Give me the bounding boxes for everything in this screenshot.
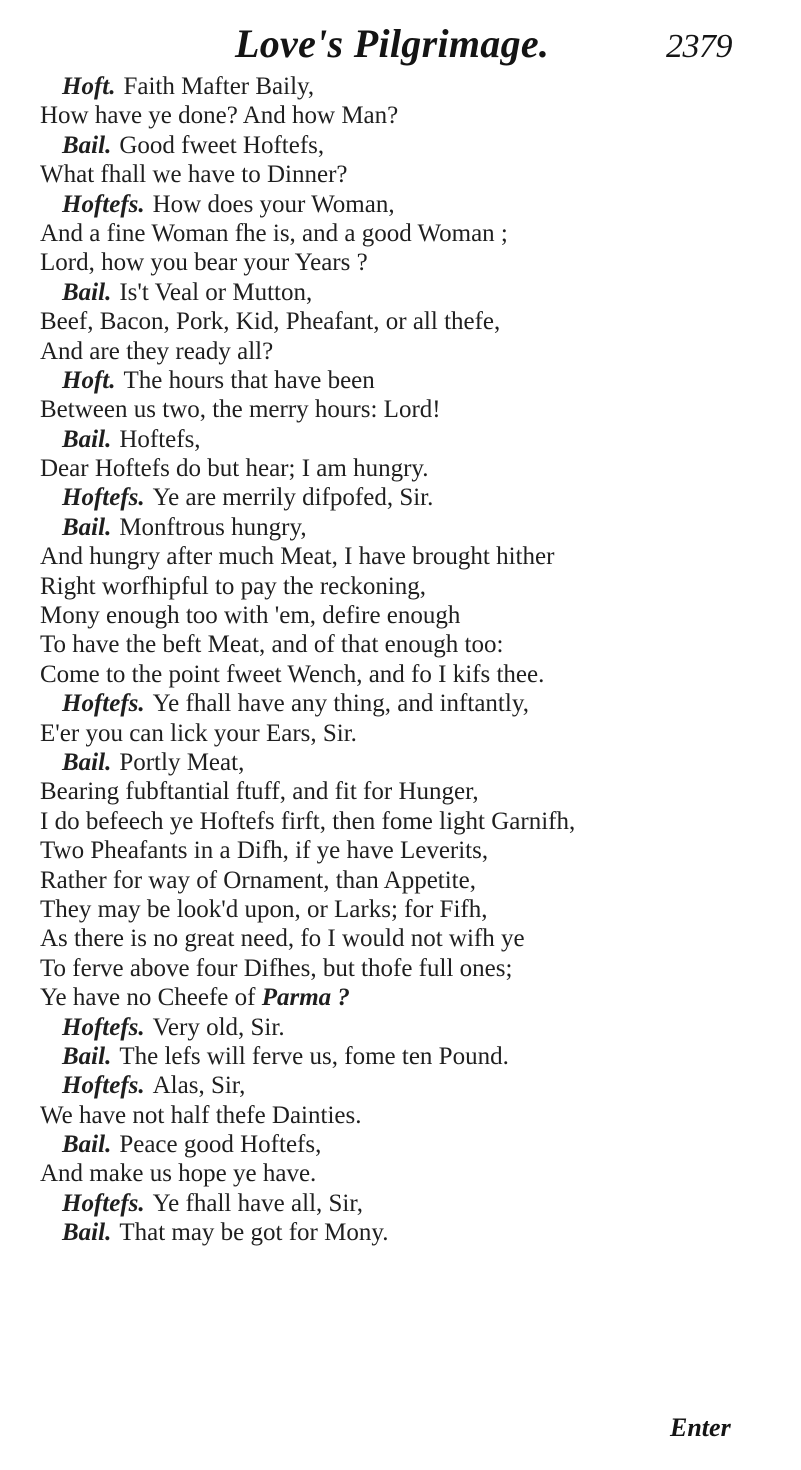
line-text: Peace good Hoftefs,	[119, 1131, 322, 1159]
line-text: Come to the point fweet Wench, and fo I kifs thee.	[40, 660, 545, 688]
speaker-name: Hoftefs.	[62, 190, 145, 218]
text-line	[40, 1189, 795, 1218]
line-text: And a fine Woman fhe is, and a good Woman ;	[40, 219, 508, 247]
speaker-name: Bail.	[62, 425, 112, 453]
text-line	[40, 1013, 795, 1042]
line-text: The hours that have been	[123, 366, 375, 394]
line-text: Ye are merrily difpofed, Sir.	[152, 484, 434, 512]
catchword: Enter	[670, 1413, 731, 1442]
text-line	[40, 425, 795, 454]
dialogue-text	[40, 72, 795, 1248]
line-text: Portly Meat,	[119, 748, 245, 776]
text-line	[40, 748, 795, 777]
text-line	[40, 160, 795, 189]
text-line	[40, 190, 795, 219]
line-text: And make us hope ye have.	[40, 1160, 317, 1188]
text-line	[40, 1071, 795, 1100]
text-line	[40, 924, 795, 953]
speaker-name: Bail.	[62, 748, 112, 776]
line-text: That may be got for Mony.	[119, 1219, 389, 1247]
text-line	[40, 689, 795, 718]
line-text: Hoftefs,	[119, 425, 201, 453]
speaker-name: Bail.	[62, 131, 112, 159]
text-line	[40, 131, 795, 160]
text-line	[40, 483, 795, 512]
text-line	[40, 513, 795, 542]
speaker-name: Bail.	[62, 1131, 112, 1159]
speaker-name: Bail.	[62, 1219, 112, 1247]
text-line	[40, 101, 795, 130]
line-text: To ferve above four Difhes, but thofe full ones;	[40, 954, 513, 982]
speaker-name: Hoft.	[62, 73, 116, 100]
text-line	[40, 601, 795, 630]
line-text: Ye fhall have all, Sir,	[152, 1189, 363, 1217]
text-line	[40, 807, 795, 836]
line-text: Monftrous hungry,	[119, 513, 307, 541]
speaker-name: Hoftefs.	[62, 1013, 145, 1041]
speaker-name: Hoftefs.	[62, 1189, 145, 1217]
line-text: They may be look'd upon, or Larks; for Fifh,	[40, 895, 488, 923]
line-text: How does your Woman,	[152, 190, 395, 218]
line-text: Lord, how you bear your Years ?	[40, 249, 368, 277]
line-text: Good fweet Hoftefs,	[119, 131, 325, 159]
speaker-name: Bail.	[62, 513, 112, 541]
text-line	[40, 630, 795, 659]
text-line	[40, 572, 795, 601]
line-text: Faith Mafter Baily,	[123, 73, 315, 100]
text-line	[40, 337, 795, 366]
line-text: Between us two, the merry hours: Lord!	[40, 396, 441, 424]
text-line	[40, 307, 795, 336]
line-text: We have not half thefe Dainties.	[40, 1101, 362, 1129]
text-line	[40, 777, 795, 806]
line-text: Two Pheafants in a Difh, if ye have Leverits,	[40, 837, 489, 865]
emphasized-text: Parma ?	[261, 984, 350, 1012]
line-text: Ye fhall have any thing, and inftantly,	[152, 690, 529, 718]
text-line	[40, 1218, 795, 1247]
page-number: 2379	[666, 28, 732, 65]
line-text: I do befeech ye Hoftefs firft, then fome light Garnifh,	[40, 807, 576, 835]
text-line	[40, 219, 795, 248]
speaker-name: Hoftefs.	[62, 690, 145, 718]
page-header	[0, 4, 801, 72]
line-text: Rather for way of Ornament, than Appetite,	[40, 866, 476, 894]
text-line	[40, 278, 795, 307]
text-line	[40, 866, 795, 895]
text-line	[40, 1042, 795, 1071]
line-text: Is't Veal or Mutton,	[119, 278, 313, 306]
text-line	[40, 1159, 795, 1188]
line-text: What fhall we have to Dinner?	[40, 161, 348, 189]
speaker-name: Bail.	[62, 278, 112, 306]
text-line	[40, 542, 795, 571]
line-text: Bearing fubftantial ftuff, and fit for Hunger,	[40, 778, 479, 806]
speaker-name: Hoft.	[62, 366, 116, 394]
line-text: Ye have no Cheefe of	[40, 984, 256, 1012]
line-text: How have ye done? And how Man?	[40, 102, 399, 130]
speaker-name: Hoftefs.	[62, 484, 145, 512]
text-line	[40, 836, 795, 865]
line-text: And are they ready all?	[40, 337, 274, 365]
line-text: And hungry after much Meat, I have brought hither	[40, 543, 555, 571]
text-line	[40, 954, 795, 983]
running-title: Love's Pilgrimage.	[235, 21, 550, 66]
text-line	[40, 395, 795, 424]
text-line	[40, 248, 795, 277]
line-text: Dear Hoftefs do but hear; I am hungry.	[40, 455, 429, 483]
line-text: Beef, Bacon, Pork, Kid, Pheafant, or all thefe,	[40, 308, 501, 336]
speaker-name: Hoftefs.	[62, 1072, 145, 1100]
text-line	[40, 1130, 795, 1159]
line-text: To have the beft Meat, and of that enough too:	[40, 631, 504, 659]
text-line	[40, 983, 795, 1012]
text-line	[40, 72, 795, 101]
line-text: E'er you can lick your Ears, Sir.	[40, 719, 357, 747]
text-line	[40, 366, 795, 395]
line-text: Right worfhipful to pay the reckoning,	[40, 572, 427, 600]
text-line	[40, 1101, 795, 1130]
text-line	[40, 719, 795, 748]
line-text: As there is no great need, fo I would not wifh ye	[40, 925, 525, 953]
line-text: The lefs will ferve us, fome ten Pound.	[119, 1042, 509, 1070]
text-line	[40, 454, 795, 483]
line-text: Very old, Sir.	[152, 1013, 285, 1041]
speaker-name: Bail.	[62, 1042, 112, 1070]
text-line	[40, 895, 795, 924]
line-text: Alas, Sir,	[152, 1072, 246, 1100]
line-text: Mony enough too with 'em, defire enough	[40, 602, 461, 630]
text-line	[40, 660, 795, 689]
